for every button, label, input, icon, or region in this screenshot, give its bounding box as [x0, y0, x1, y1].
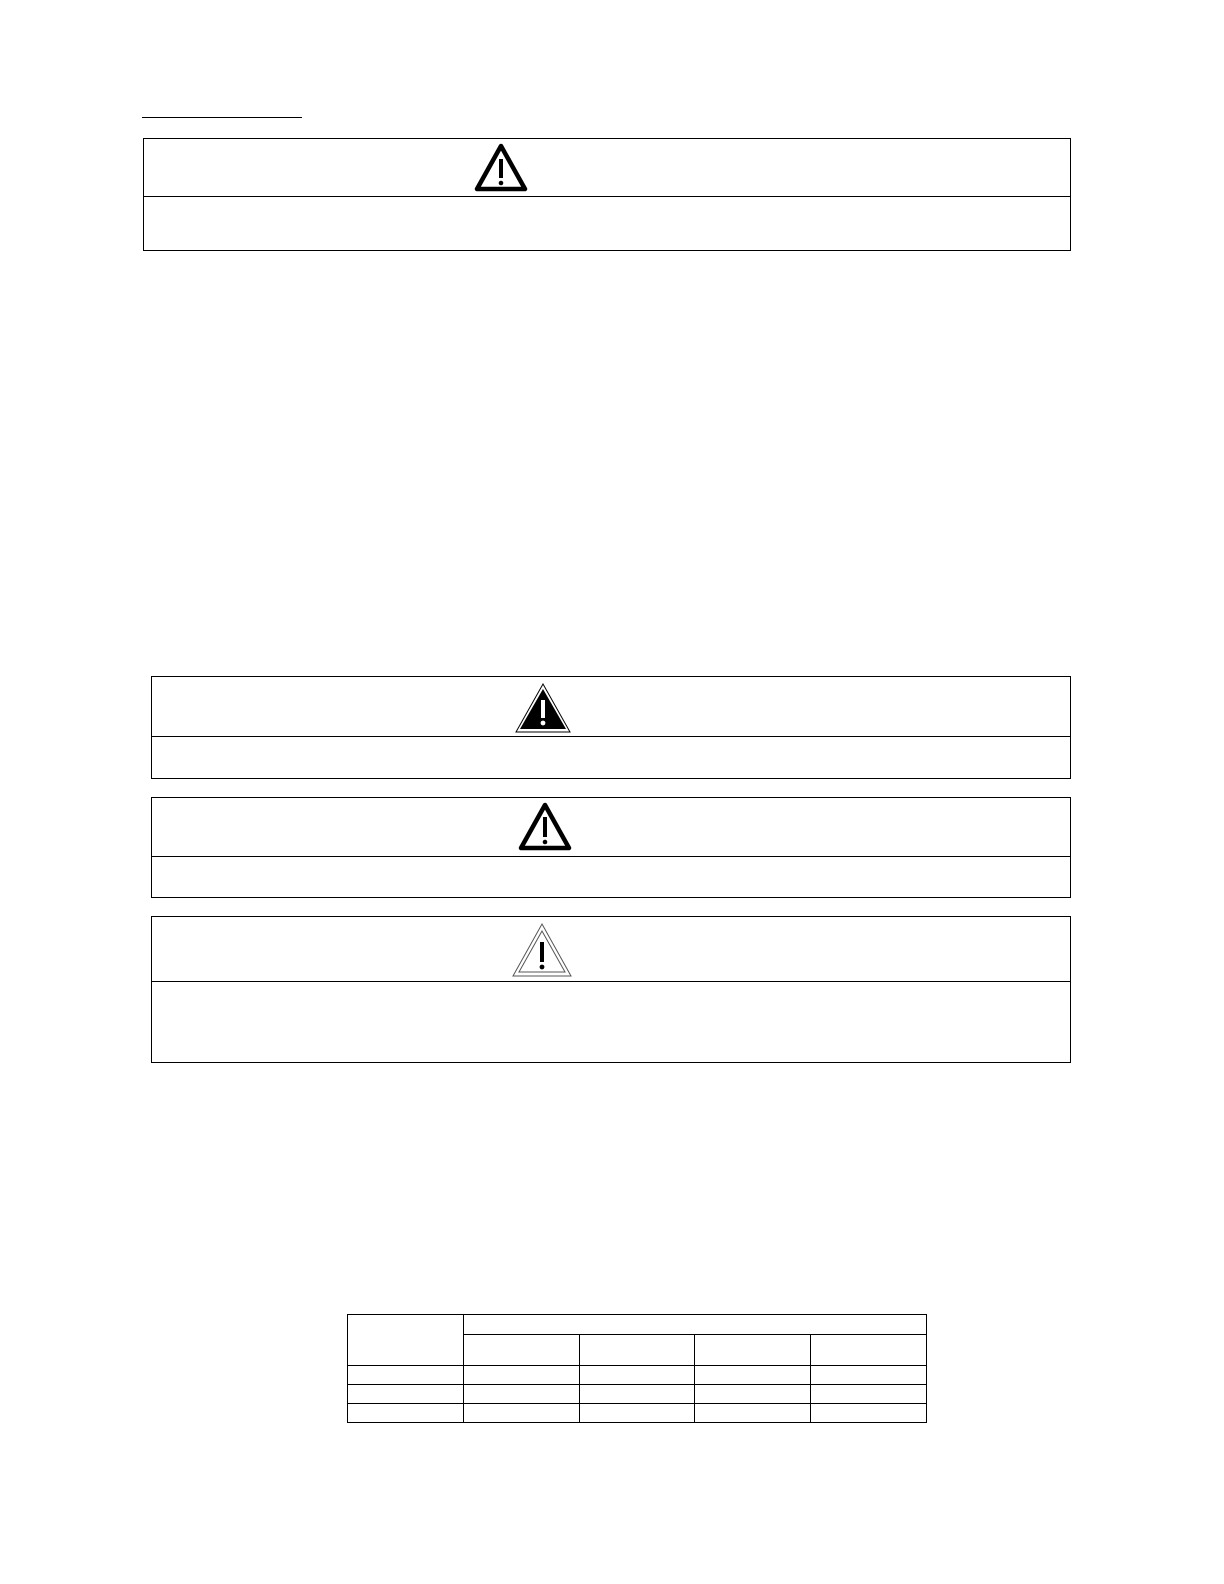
section-heading-underline: [142, 117, 302, 118]
warning-triangle-filled-icon: [514, 682, 572, 734]
warning-notice-3-body: [152, 857, 1070, 897]
table-cell: [348, 1404, 464, 1423]
table-cell: [695, 1366, 811, 1385]
table-sub-header: [579, 1335, 695, 1366]
warning-notice-1: [143, 138, 1071, 251]
warning-notice-1-header: [144, 139, 1070, 197]
table-cell: [695, 1385, 811, 1404]
table-cell: [579, 1404, 695, 1423]
table-sub-header: [811, 1335, 927, 1366]
warning-triangle-double-outline-icon: [511, 922, 573, 978]
table-cell: [695, 1404, 811, 1423]
table-corner-header: [348, 1315, 464, 1366]
table-cell: [579, 1385, 695, 1404]
warning-notice-3-header: [152, 798, 1070, 857]
table-cell: [463, 1404, 579, 1423]
data-table: [347, 1314, 927, 1423]
table-cell: [811, 1385, 927, 1404]
warning-triangle-outline-icon: [518, 802, 572, 852]
table-group-header: [463, 1315, 926, 1335]
warning-notice-2: [151, 676, 1071, 779]
table-cell: [811, 1404, 927, 1423]
table-cell: [463, 1366, 579, 1385]
warning-notice-2-body: [152, 737, 1070, 778]
table-row: [348, 1366, 927, 1385]
warning-triangle-outline-icon: [474, 143, 528, 193]
table-sub-header: [463, 1335, 579, 1366]
warning-notice-2-header: [152, 677, 1070, 737]
warning-notice-4: [151, 916, 1071, 1063]
table-cell: [811, 1366, 927, 1385]
table-cell: [579, 1366, 695, 1385]
warning-notice-4-header: [152, 917, 1070, 982]
table-cell: [463, 1385, 579, 1404]
warning-notice-3: [151, 797, 1071, 898]
warning-notice-4-body: [152, 982, 1070, 1062]
table-sub-header: [695, 1335, 811, 1366]
table-cell: [348, 1366, 464, 1385]
table-row: [348, 1385, 927, 1404]
table-cell: [348, 1385, 464, 1404]
table-row: [348, 1404, 927, 1423]
warning-notice-1-body: [144, 197, 1070, 250]
